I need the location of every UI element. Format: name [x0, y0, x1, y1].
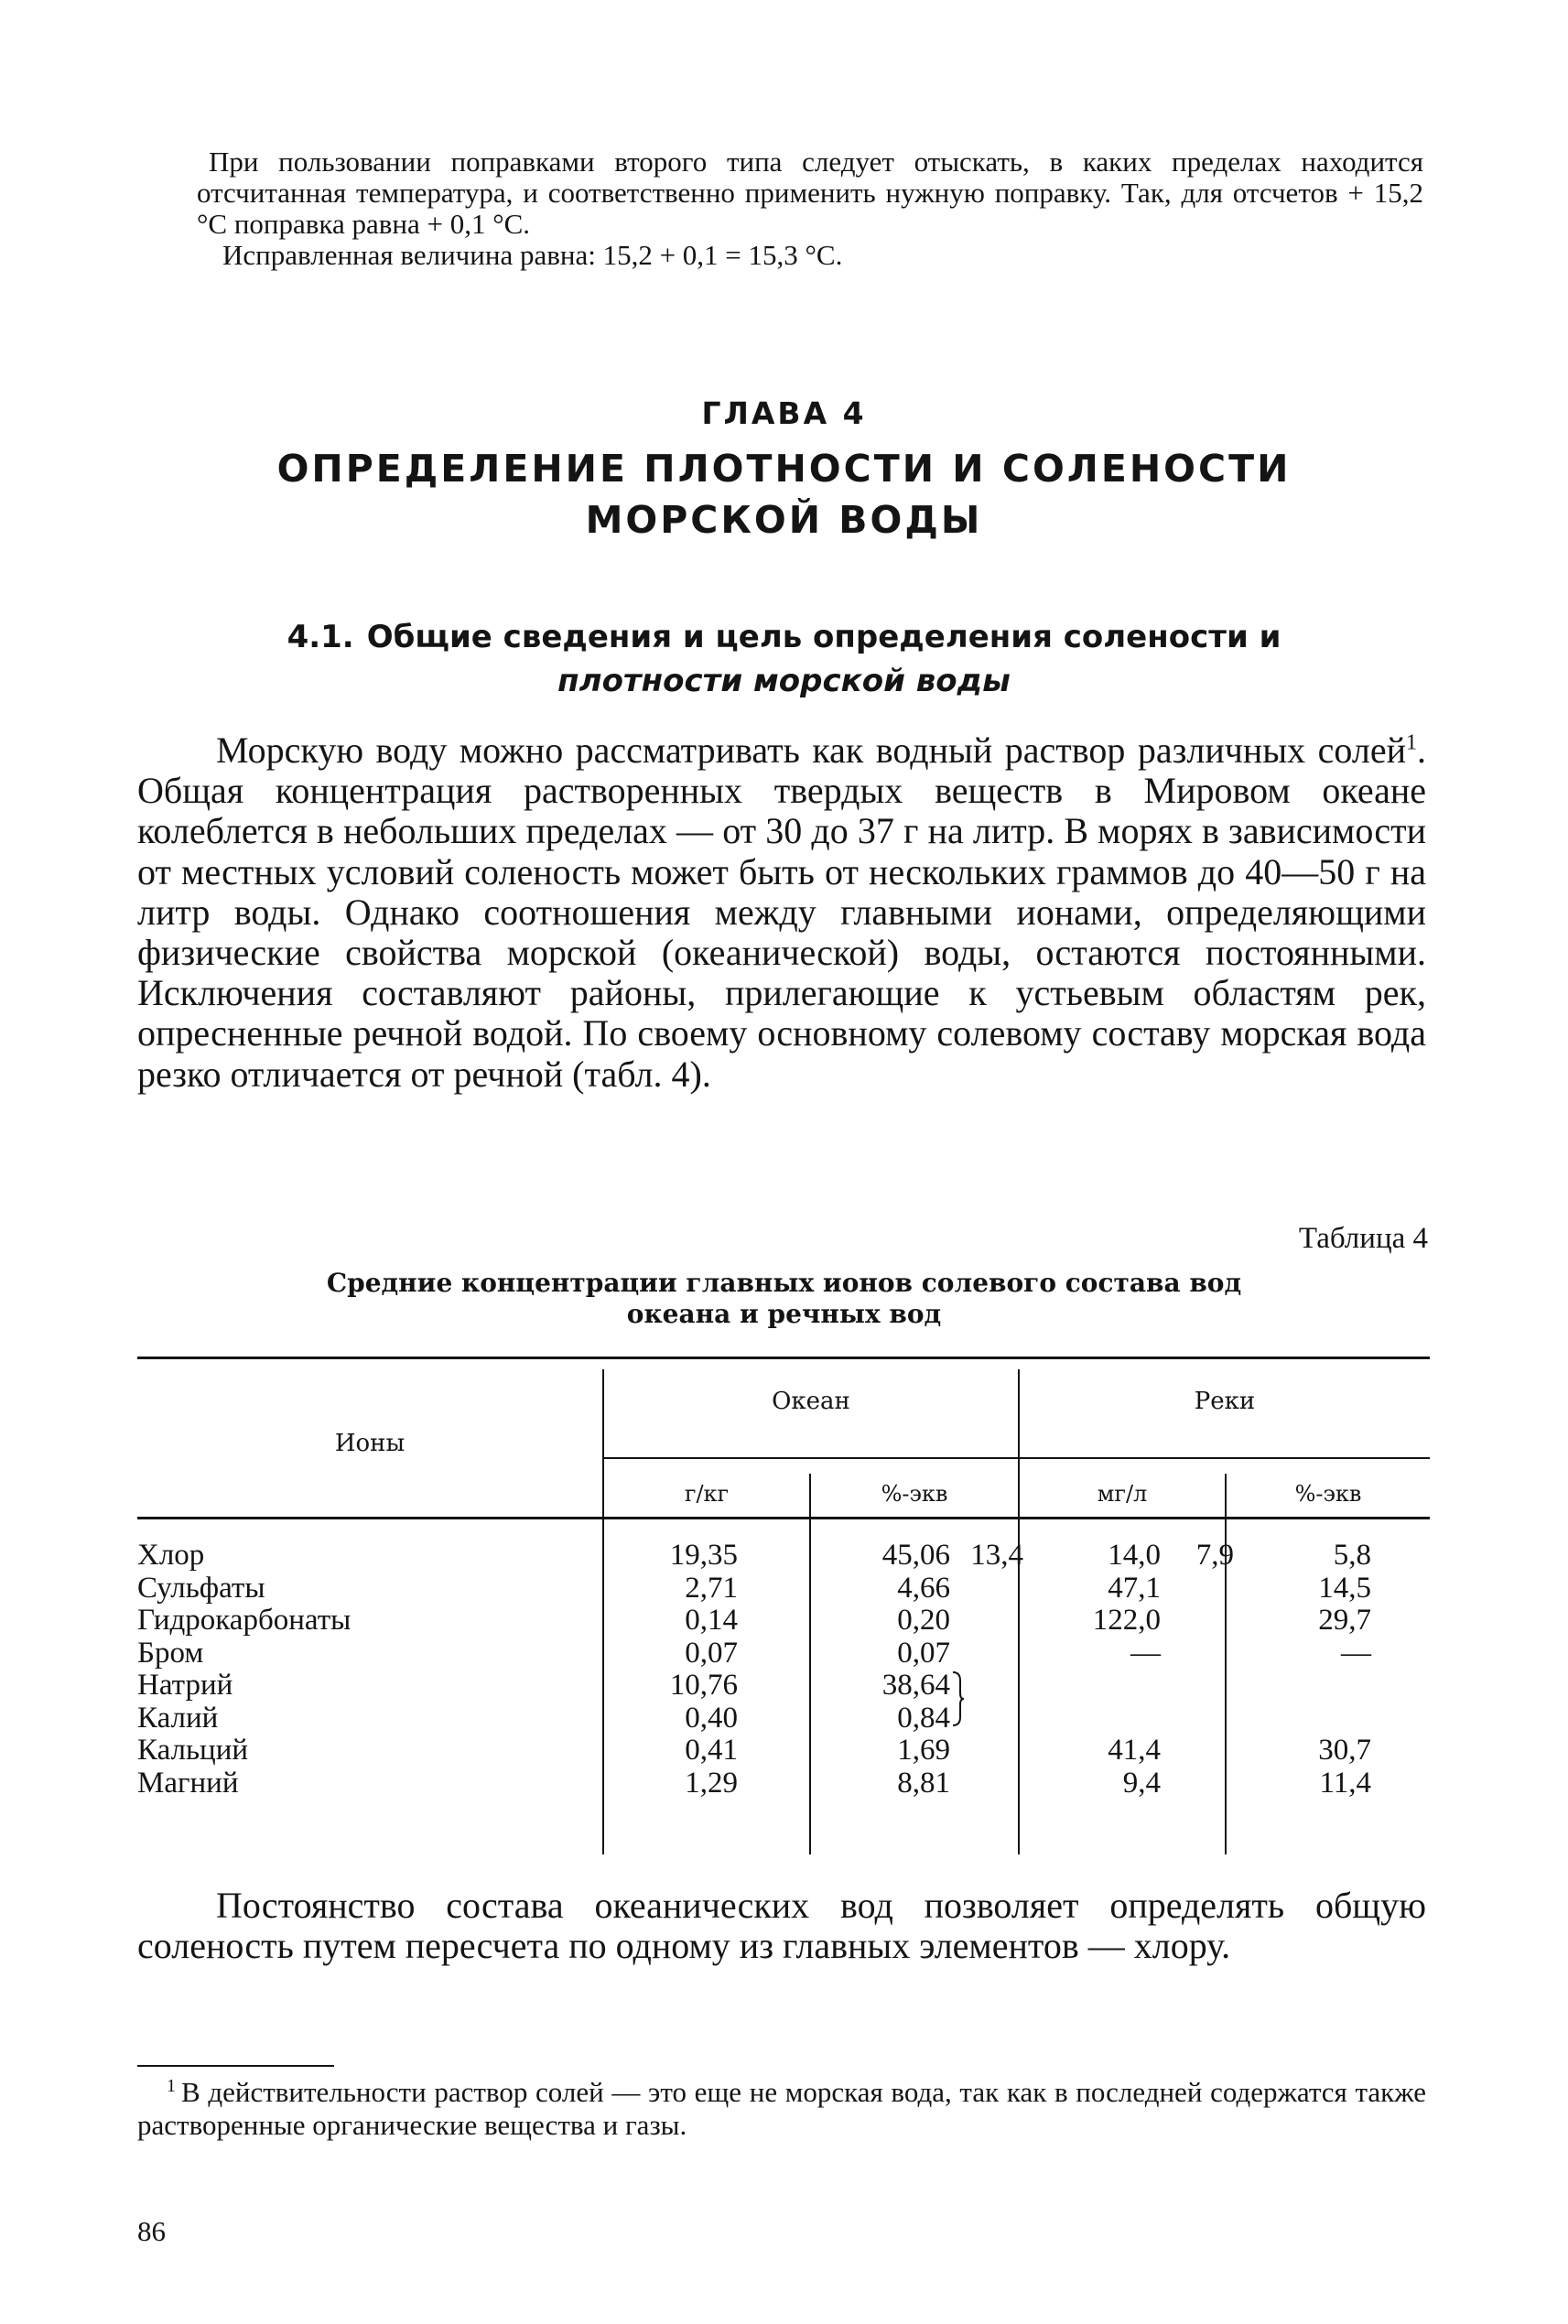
ocean-pct-value: 38,64	[881, 1669, 950, 1702]
river-mg-l-value: 41,4	[1108, 1734, 1161, 1767]
ion-name: Магний	[137, 1766, 239, 1800]
section-title-line-1: Общие сведения и цель определения солености и	[366, 619, 1281, 655]
chapter-label: ГЛАВА 4	[701, 395, 867, 431]
table-row	[137, 1767, 1430, 1800]
ocean-pct-value: 45,06	[881, 1539, 950, 1572]
river-mg-l-value: 14,0	[1108, 1539, 1161, 1572]
ocean-g-kg-value: 0,40	[685, 1701, 738, 1735]
river-pct-value: —	[1341, 1636, 1371, 1670]
ion-name: Сульфаты	[137, 1571, 265, 1605]
river-pct-value: 14,5	[1318, 1571, 1371, 1605]
river-pct-value: 30,7	[1318, 1734, 1371, 1767]
main-paragraph	[137, 730, 1426, 1095]
section-heading	[0, 615, 1568, 703]
table-top-rule	[137, 1357, 1430, 1359]
table-title-line-2: океана и речных вод	[626, 1299, 942, 1329]
chapter-title-line-1: ОПРЕДЕЛЕНИЕ ПЛОТНОСТИ И СОЛЕНОСТИ	[276, 447, 1292, 491]
main-paragraph-text-start: Морскую воду можно рассматривать как водный раствор различных солей	[216, 730, 1406, 771]
ocean-g-kg-value: 1,29	[685, 1766, 738, 1800]
ocean-g-kg-value: 0,07	[685, 1636, 738, 1670]
table-row	[137, 1670, 1430, 1702]
header-rivers-pct-eq: %-экв	[1294, 1481, 1362, 1507]
river-pct-value: 5,8	[1333, 1539, 1371, 1572]
header-ocean-g-per-kg: г/кг	[684, 1481, 730, 1507]
ion-name: Кальций	[137, 1734, 249, 1767]
sodium-potassium-river-pct: 7,9	[1195, 1539, 1234, 1572]
table-row	[137, 1638, 1430, 1670]
header-ocean-pct-eq: %-экв	[881, 1481, 948, 1507]
ocean-pct-value: 0,07	[897, 1636, 950, 1670]
ion-name: Калий	[137, 1701, 219, 1735]
river-pct-value: 11,4	[1319, 1766, 1371, 1800]
ocean-g-kg-value: 0,41	[685, 1734, 738, 1767]
intro-paragraphs	[197, 146, 1423, 271]
chapter-title-line-2: МОРСКОЙ ВОДЫ	[585, 498, 983, 542]
ocean-pct-value: 4,66	[897, 1571, 950, 1605]
table-header-rule	[137, 1517, 1430, 1519]
river-mg-l-value: 47,1	[1108, 1571, 1161, 1605]
footnote-text: В действительности раствор солей — это еще не морская вода, так как в последней содержатся также растворенные органические вещества и газы.	[137, 2076, 1426, 2141]
intro-correction-text: При пользовании поправками второго типа следует отыскать, в каких пределах находится отсчитанная температура, и соответственно применить нужную поправку. Так, для отсчетов + 15,2 °С поправка равна + 0,1 °С.	[197, 146, 1423, 240]
footnote-divider	[137, 2065, 334, 2067]
ocean-g-kg-value: 2,71	[685, 1571, 738, 1605]
footnote	[137, 2076, 1426, 2142]
ocean-g-kg-value: 19,35	[669, 1539, 738, 1572]
river-pct-value: 29,7	[1318, 1604, 1371, 1637]
ocean-pct-value: 0,20	[897, 1604, 950, 1637]
closing-paragraph: Постоянство состава океанических вод позволяет определять общую соленость путем пересчета по одному из главных элементов — хлору.	[137, 1885, 1426, 1967]
ocean-pct-value: 8,81	[897, 1766, 950, 1800]
section-title-line-2: плотности морской воды	[557, 663, 1011, 699]
section-number: 4.1.	[287, 619, 354, 655]
ion-name: Натрий	[137, 1669, 233, 1702]
table-title	[0, 1268, 1568, 1330]
footnote-mark: 1	[167, 2075, 176, 2096]
right-brace-icon	[950, 1670, 965, 1728]
ocean-pct-value: 1,69	[897, 1734, 950, 1767]
table-row	[137, 1702, 1430, 1735]
table-title-line-1: Средние концентрации главных ионов солевого состава вод	[326, 1268, 1242, 1298]
river-mg-l-value: 9,4	[1122, 1766, 1161, 1800]
river-mg-l-value: —	[1130, 1636, 1161, 1670]
table-row	[137, 1573, 1430, 1605]
header-ocean: Океан	[772, 1388, 850, 1415]
intro-corrected-value: Исправленная величина равна: 15,2 + 0,1 = 15,3 °С.	[222, 239, 843, 271]
ocean-g-kg-value: 0,14	[685, 1604, 738, 1637]
table-body	[137, 1540, 1430, 1800]
table-row	[137, 1605, 1430, 1638]
chapter-title	[0, 443, 1568, 546]
ion-concentration-table	[137, 1357, 1430, 1869]
ion-name: Гидрокарбонаты	[137, 1604, 351, 1637]
header-rivers: Реки	[1194, 1388, 1256, 1415]
ion-name: Хлор	[137, 1539, 205, 1572]
header-rivers-mg-per-l: мг/л	[1097, 1481, 1148, 1507]
ion-name: Бром	[137, 1636, 204, 1670]
main-paragraph-text-rest: . Общая концентрация растворенных твердых веществ в Мировом океане колеблется в небольших пределах — от 30 до 37 г на литр. В морях в зависимости от местных условий соленость может быть от нескольких граммов до 40—50 г на литр воды. Однако соотношения между главными ионами, определяющими физические свойства морской (океанической) воды, остаются постоянными. Исключения составляют районы, прилегающие к устьевым областям рек, опресненные речной водой. По своему основному солевому составу морская вода резко отличается от речной (табл. 4).	[137, 730, 1426, 1095]
page-number: 86	[137, 2215, 166, 2247]
table-row	[137, 1540, 1430, 1573]
header-ions: Ионы	[334, 1430, 406, 1457]
river-mg-l-value: 122,0	[1092, 1604, 1161, 1637]
table-row	[137, 1735, 1430, 1767]
ocean-pct-value: 0,84	[897, 1701, 950, 1735]
footnote-reference: 1	[1406, 730, 1417, 755]
table-number: Таблица 4	[1298, 1222, 1428, 1255]
table-subheader-rule	[604, 1457, 1430, 1459]
ocean-g-kg-value: 10,76	[669, 1669, 738, 1702]
sodium-potassium-river-mg-l: 13,4	[970, 1539, 1023, 1572]
